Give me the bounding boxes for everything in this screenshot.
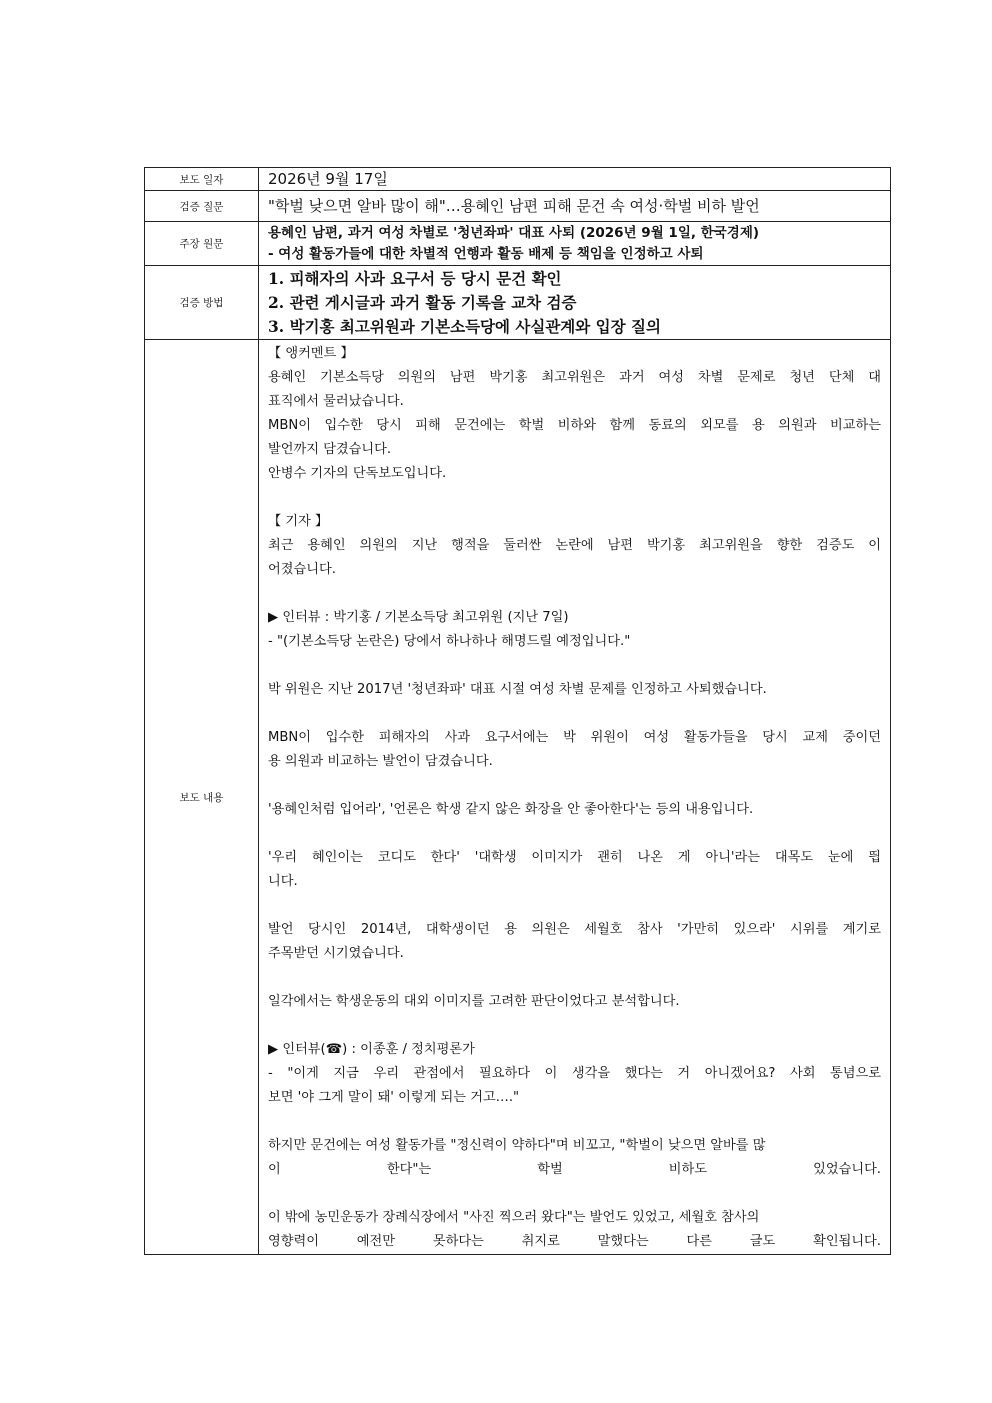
body-line: 【 앵커멘트 】 <box>268 346 354 361</box>
body-line <box>268 894 881 918</box>
body-line: 발언까지 담겼습니다. <box>268 442 392 457</box>
value-claim-source <box>259 222 891 266</box>
method-step: 3. 박기홍 최고위원과 기본소득당에 사실관계와 입장 질의 <box>268 316 661 336</box>
body-line: 어졌습니다. <box>268 562 336 577</box>
body-line: ▶ 인터뷰 : 박기홍 / 기본소득당 최고위원 (지난 7일) <box>268 610 569 625</box>
body-line: 용혜인 기본소득당 의원의 남편 박기홍 최고위원은 과거 여성 차별 문제로 청년 단체 대 <box>268 370 881 385</box>
body-line: 주목받던 시기였습니다. <box>268 946 404 961</box>
body-line <box>268 822 881 846</box>
body-line: '용혜인처럼 입어라', '언론은 학생 같지 않은 화장을 안 좋아한다'는 등의 내용입니다. <box>268 802 754 817</box>
method-step: 1. 피해자의 사과 요구서 등 당시 문건 확인 <box>268 268 562 288</box>
body-line: 일각에서는 학생운동의 대외 이미지를 고려한 판단이었다고 분석합니다. <box>268 994 680 1009</box>
body-line: MBN이 입수한 당시 피해 문건에는 학벌 비하와 함께 동료의 외모를 용 의원과 비교하는 <box>268 418 881 433</box>
row-report-date <box>145 168 891 191</box>
body-line: 용 의원과 비교하는 발언이 담겼습니다. <box>268 754 493 769</box>
label-report-date: 보도 일자 <box>145 168 259 191</box>
body-line <box>268 1182 881 1206</box>
body-line: 영향력이 예전만 못하다는 취지로 말했다는 다른 글도 확인됩니다. <box>268 1234 881 1249</box>
body-line: 이 밖에 농민운동가 장례식장에서 "사진 찍으러 왔다"는 발언도 있었고, 세월호 참사의 <box>268 1210 760 1225</box>
body-line: 발언 당시인 2014년, 대학생이던 용 의원은 세월호 참사 '가만히 있으라' 시위를 계기로 <box>268 922 881 937</box>
label-report-content: 보도 내용 <box>145 340 259 1255</box>
body-line: 표직에서 물러났습니다. <box>268 394 404 409</box>
body-line <box>268 486 881 510</box>
body-line: 【 기자 】 <box>268 514 329 529</box>
value-verify-method <box>259 266 891 340</box>
body-line: MBN이 입수한 피해자의 사과 요구서에는 박 위원이 여성 활동가들을 당시 교제 중이던 <box>268 730 881 745</box>
claim-line: - 여성 활동가들에 대한 차별적 언행과 활동 배제 등 책임을 인정하고 사퇴 <box>268 245 704 262</box>
body-line: 보면 '야 그게 말이 돼' 이렇게 되는 거고…." <box>268 1090 520 1105</box>
row-report-content <box>145 340 891 1255</box>
body-line: 안병수 기자의 단독보도입니다. <box>268 466 447 481</box>
body-line: ▶ 인터뷰(☎) : 이종훈 / 정치평론가 <box>268 1042 475 1057</box>
body-line: 박 위원은 지난 2017년 '청년좌파' 대표 시절 여성 차별 문제를 인정하고 사퇴했습니다. <box>268 682 767 697</box>
label-claim-source: 주장 원문 <box>145 222 259 266</box>
value-verify-question: "학벌 낮으면 알바 많이 해"…용혜인 남편 피해 문건 속 여성·학벌 비하 발언 <box>259 191 891 222</box>
body-line: 이 한다"는 학벌 비하도 있었습니다. <box>268 1162 881 1177</box>
body-line <box>268 774 881 798</box>
label-verify-question: 검증 질문 <box>145 191 259 222</box>
body-line <box>268 582 881 606</box>
body-line <box>268 1110 881 1134</box>
body-line <box>268 966 881 990</box>
report-table <box>144 167 891 1255</box>
body-line: 니다. <box>268 874 298 889</box>
body-line <box>268 654 881 678</box>
value-report-content <box>259 340 891 1255</box>
body-line: 최근 용혜인 의원의 지난 행적을 둘러싼 논란에 남편 박기홍 최고위원을 향한 검증도 이 <box>268 538 881 553</box>
body-line: - "(기본소득당 논란은) 당에서 하나하나 해명드릴 예정입니다." <box>268 634 631 649</box>
claim-line: 용혜인 남편, 과거 여성 차별로 '청년좌파' 대표 사퇴 (2026년 9월 1일, 한국경제) <box>268 224 760 241</box>
body-line: - "이게 지금 우리 관점에서 필요하다 이 생각을 했다는 거 아니겠어요? 사회 통념으로 <box>268 1066 881 1081</box>
report-body <box>268 342 881 1254</box>
body-line <box>268 702 881 726</box>
row-verify-method <box>145 266 891 340</box>
row-claim-source <box>145 222 891 266</box>
label-verify-method: 검증 방법 <box>145 266 259 340</box>
body-line <box>268 1014 881 1038</box>
body-line: '우리 혜인이는 코디도 한다' '대학생 이미지가 괜히 나온 게 아니'라는 대목도 눈에 띕 <box>268 850 881 865</box>
method-step: 2. 관련 게시글과 과거 활동 기록을 교차 검증 <box>268 292 577 312</box>
body-line: 하지만 문건에는 여성 활동가를 "정신력이 약하다"며 비꼬고, "학벌이 낮으면 알바를 많 <box>268 1138 766 1153</box>
row-verify-question <box>145 191 891 222</box>
value-report-date: 2026년 9월 17일 <box>259 168 891 191</box>
